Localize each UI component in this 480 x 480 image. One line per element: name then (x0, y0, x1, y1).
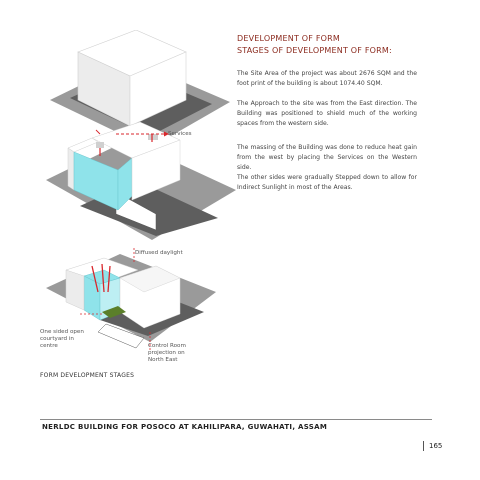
label-diffused-daylight: Diffused daylight (135, 250, 183, 256)
footer-title: NERLDC BUILDING FOR POSOCO AT KAHILIPARA, GUWAHATI, ASSAM (42, 423, 328, 431)
label-services: Services (168, 131, 192, 137)
stage-3-courtyard-wall-west (84, 276, 100, 320)
form-development-diagram (40, 30, 240, 375)
footer-rule (40, 419, 432, 420)
stage-2-l-shape (46, 122, 236, 240)
heading-line-1: DEVELOPMENT OF FORM (237, 34, 341, 43)
paragraph-massing: The massing of the Building was done to reduce heat gain from the west by placing the Services on the Western side. (237, 144, 417, 171)
label-control-room: Control Room projection on North East (148, 343, 186, 363)
stage-2-west-edge (68, 148, 74, 190)
page-number: 165 (429, 442, 443, 450)
paragraph-approach: The Approach to the site was from the East direction. The Building was positioned to shield much of the working spaces from the western side. (237, 100, 417, 127)
page-heading (237, 33, 392, 57)
page-number-divider (423, 441, 424, 451)
stage-2-west-roof (68, 138, 98, 152)
service-box-1 (96, 142, 104, 148)
stage-3-west-face (66, 270, 84, 310)
service-box-2 (148, 134, 158, 140)
heading-line-2: STAGES OF DEVELOPMENT OF FORM: (237, 46, 392, 55)
label-courtyard: One sided open courtyard in centre (40, 329, 84, 349)
paragraph-stepped: The other sides were gradually Stepped down to allow for Indirect Sunlight in most of the Areas. (237, 174, 417, 191)
figure-caption: FORM DEVELOPMENT STAGES (40, 372, 135, 379)
paragraph-site-area: The Site Area of the project was about 2676 SQM and the foot print of the building is about 1074.40 SQM. (237, 70, 417, 87)
services-leader-tick (96, 130, 100, 134)
